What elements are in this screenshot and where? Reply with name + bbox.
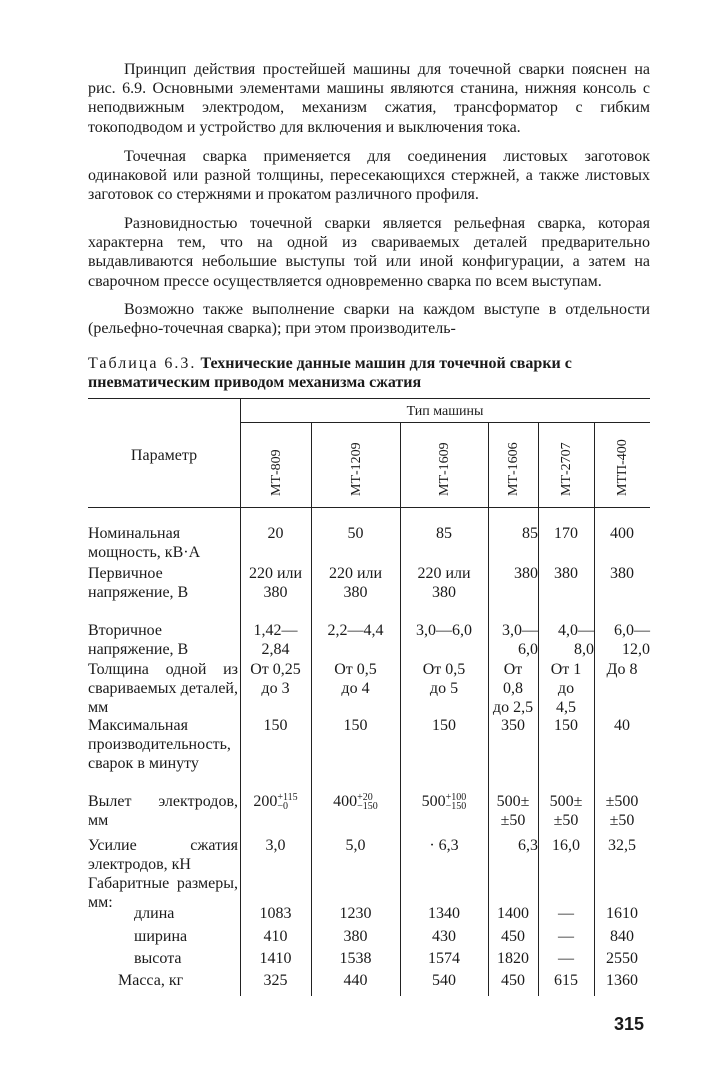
tolerance-lower: −150 <box>357 801 378 813</box>
table-cell: 1410 <box>259 950 292 967</box>
tolerance-upper: +115 <box>277 792 298 804</box>
table-cell: 1574 <box>428 950 460 967</box>
machine-type-1: МТ-809 <box>269 449 284 496</box>
table-cell: 615 <box>554 972 578 989</box>
table-cell: 220 или 380 <box>417 565 471 601</box>
table-cell: — <box>558 950 574 967</box>
table-cell: 1083 <box>259 905 292 922</box>
paragraph-2: Точечная сварка применяется для соединения листовых заготовок одинаковой или разной толщины, пересекающихся стержней, а также листовых заготовок со стержнями и прокатом различного профиля. <box>88 148 650 204</box>
table-caption-title: Технические данные машин для точечной сварки с пневматическим приводом механизма сжатия <box>88 355 572 391</box>
table-cell: 1,42— 2,84 <box>253 622 298 658</box>
table-cell: 350 <box>501 717 525 734</box>
row-param: высота <box>134 950 182 967</box>
table-cell: 1610 <box>606 905 638 922</box>
page-number: 315 <box>614 1014 645 1034</box>
table-cell: 500± ±50 <box>549 793 583 829</box>
table-cell: 32,5 <box>608 837 636 854</box>
table-cell: — <box>558 905 574 922</box>
table-cell: 400 <box>333 793 358 810</box>
table-cell: От 0,8 до 2,5 <box>492 661 534 716</box>
table-cell: 1820 <box>497 950 529 967</box>
row-param: ширина <box>134 928 188 945</box>
table-cell: 170 <box>554 525 578 542</box>
tolerance <box>277 793 297 811</box>
table-top-rule <box>88 398 650 399</box>
table-cell: 50 <box>347 525 364 542</box>
table-caption <box>88 354 650 392</box>
machine-type-6: МТП-400 <box>615 439 630 496</box>
param-header: Параметр <box>130 447 198 464</box>
table-cell: 3,0 <box>265 837 286 854</box>
table-cell: 500 <box>421 793 446 810</box>
table-cell: 380 <box>343 928 368 945</box>
row-param: Вылет электродов, мм <box>88 793 238 829</box>
table-cell: От 1 до 4,5 <box>550 661 582 716</box>
header-bottom-rule <box>88 507 650 508</box>
tolerance-upper: +100 <box>445 792 467 804</box>
table-cell: 380 <box>554 565 578 582</box>
machine-type-5: МТ-2707 <box>559 442 574 496</box>
table-cell: 540 <box>432 972 456 989</box>
table-cell: От 0,5 до 4 <box>334 661 377 697</box>
table-cell: 150 <box>432 717 456 734</box>
table-cell: 1400 <box>497 905 529 922</box>
table-cell: 4,0— 8,0 <box>558 622 594 658</box>
table-cell: От 0,25 до 3 <box>250 661 301 697</box>
table-caption-label: Таблица 6.3. <box>88 355 197 372</box>
machine-type-2: МТ-1209 <box>349 442 364 496</box>
table-cell: От 0,5 до 5 <box>422 661 466 697</box>
group-header-rule <box>240 422 650 423</box>
table-cell: 150 <box>343 717 368 734</box>
table-cell: 6,0— 12,0 <box>614 622 650 658</box>
table-cell: 20 <box>267 525 284 542</box>
machine-type-4: МТ-1606 <box>506 442 521 496</box>
table-cell: 450 <box>501 972 525 989</box>
table-cell: 410 <box>263 928 288 945</box>
row-param: Первичное напряжение, В <box>88 565 189 601</box>
table-cell: До 8 <box>606 661 638 678</box>
tolerance-lower: −0 <box>277 801 288 813</box>
group-header: Тип машины <box>406 404 484 419</box>
tolerance-upper: +20 <box>357 792 373 804</box>
tolerance-lower: −150 <box>445 801 467 813</box>
table-cell: 5,0 <box>345 837 366 854</box>
table-cell: 150 <box>554 717 578 734</box>
table-cell: 440 <box>343 972 368 989</box>
table-cell: 1360 <box>606 972 638 989</box>
table-cell: 2,2—4,4 <box>327 622 384 639</box>
table-cell: 380 <box>514 565 538 582</box>
table-cell: 6,3 <box>518 837 538 854</box>
table-cell: 1340 <box>428 905 460 922</box>
row-param: Габаритные размеры, мм: <box>88 875 238 911</box>
row-param: Масса, кг <box>118 972 184 989</box>
paragraph-1: Принцип действия простейшей машины для точечной сварки пояснен на рис. 6.9. Основными элементами машины являются станина, нижняя консоль с неподвижным электродом, механизм сжатия, трансформатор с гибким токоподводом и устройство для включения и выключения тока. <box>88 61 650 136</box>
table-cell: 430 <box>432 928 456 945</box>
table-cell: 40 <box>614 717 630 734</box>
table-cell: 500± ±50 <box>496 793 530 829</box>
tolerance-cell <box>240 792 311 811</box>
row-param: Номинальная мощность, кВ·А <box>88 525 201 561</box>
row-param: Толщина одной из свариваемых деталей, мм <box>88 661 238 716</box>
tolerance <box>357 793 378 811</box>
tolerance-cell <box>311 792 400 811</box>
table-cell: 220 или 380 <box>328 565 383 601</box>
tolerance <box>446 793 467 811</box>
table-cell: 1230 <box>339 905 372 922</box>
table-cell: 16,0 <box>552 837 580 854</box>
table-cell: ±500 ±50 <box>605 793 639 829</box>
paragraph-3: Разновидностью точечной сварки является рельефная сварка, которая характерна тем, что на одной из свариваемых деталей предварительно выдавливаются небольшие выступы той или иной конфигурации, а затем на сварочном прессе осуществляется одновременно сварка по всем выступам. <box>88 215 650 290</box>
table-cell: 200 <box>253 793 278 810</box>
row-param: Максимальная производительность, сварок в минуту <box>88 717 231 772</box>
machine-type-3: МТ-1609 <box>437 442 452 496</box>
table-cell: 1538 <box>339 950 372 967</box>
table-cell: 85 <box>522 525 538 542</box>
table-cell: — <box>558 928 574 945</box>
table-cell: 325 <box>263 972 288 989</box>
table-cell: 150 <box>263 717 288 734</box>
table-cell: 2550 <box>606 950 638 967</box>
paragraph-4: Возможно также выполнение сварки на каждом выступе в отдельности (рельефно-точечная сварка); при этом производитель- <box>88 301 650 338</box>
table-cell: 400 <box>610 525 634 542</box>
table-cell: 3,0—6,0 <box>416 622 472 639</box>
row-param: Усилие сжатия электродов, кН <box>88 837 238 873</box>
row-param: Вторичное напряжение, В <box>88 622 189 658</box>
row-param: длина <box>134 905 175 922</box>
specs-table <box>88 396 650 996</box>
table-cell: · 6,3 <box>429 837 459 854</box>
tolerance-cell <box>400 792 488 811</box>
table-cell: 450 <box>501 928 525 945</box>
table-cell: 220 или 380 <box>248 565 303 601</box>
table-cell: 380 <box>610 565 634 582</box>
table-cell: 85 <box>436 525 452 542</box>
table-cell: 840 <box>610 928 634 945</box>
table-cell: 3,0— 6,0 <box>502 622 538 658</box>
